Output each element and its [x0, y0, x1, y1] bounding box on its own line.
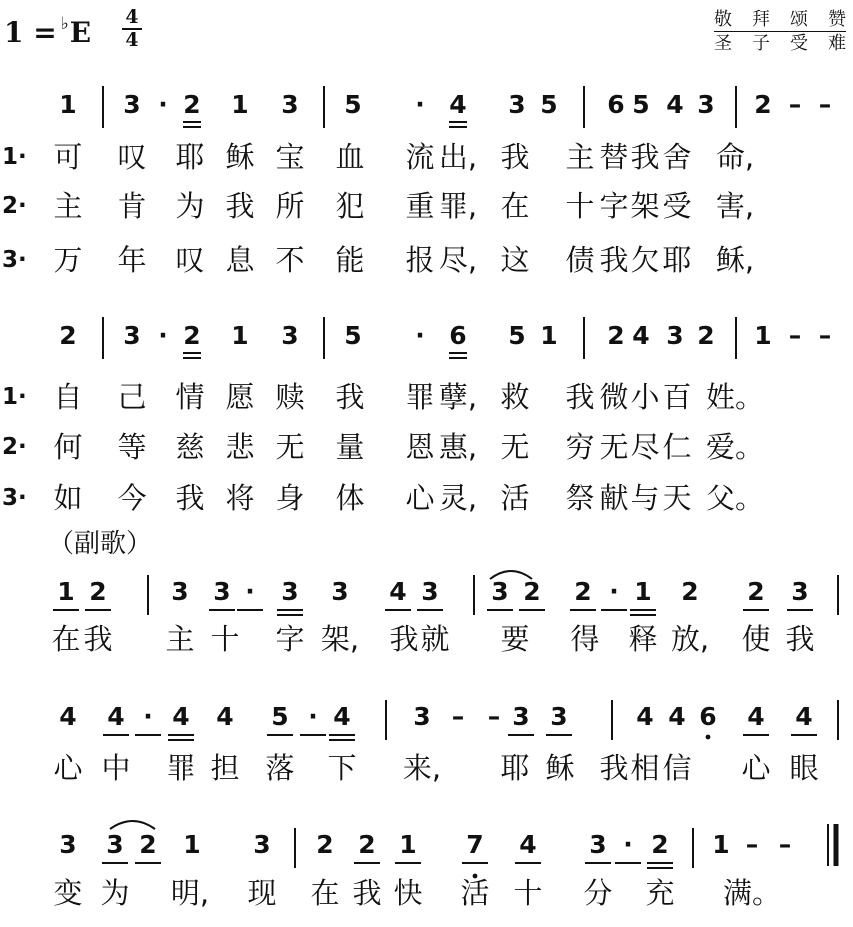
lyric-syllable: 爱。 [705, 430, 765, 464]
lyric-syllable: 孽, [438, 380, 478, 414]
lyric-syllable: 我 [389, 622, 419, 656]
jianpu-note: 4 [59, 702, 77, 731]
jianpu-note: 3 [59, 830, 77, 859]
lyric-syllable: 可 [53, 140, 83, 174]
jianpu-note: 1 [754, 321, 772, 350]
jianpu-note: – [778, 830, 792, 859]
lyric-syllable: 十 [565, 189, 595, 223]
jianpu-note: 4 [668, 702, 686, 731]
lyric-syllable: 字 [275, 622, 305, 656]
lyric-syllable: 分 [583, 876, 613, 910]
lyric-syllable: 欠 [630, 243, 660, 277]
lyric-syllable: 年 [117, 243, 147, 277]
jianpu-note: 5 [632, 90, 650, 119]
jianpu-note: 2 [681, 577, 699, 606]
lyric-syllable: 罪, [438, 189, 478, 223]
verse-number: 2· [2, 434, 27, 460]
jianpu-note: 2 [607, 321, 625, 350]
lyric-syllable: 为 [175, 189, 205, 223]
lyric-syllable: 主 [53, 189, 83, 223]
lyric-syllable: 担 [210, 751, 240, 785]
lyric-syllable: 架, [320, 622, 360, 656]
jianpu-note: · [158, 90, 168, 119]
jianpu-note: 7 [466, 830, 484, 859]
jianpu-note: · [623, 830, 633, 859]
lower-octave-dot [706, 735, 711, 740]
jianpu-note: 3 [253, 830, 271, 859]
lyric-syllable: 我 [785, 622, 815, 656]
jianpu-note: – [818, 90, 832, 119]
jianpu-note: · [143, 702, 153, 731]
jianpu-note: 5 [508, 321, 526, 350]
jianpu-note: 4 [795, 702, 813, 731]
jianpu-note: 1 [712, 830, 730, 859]
jianpu-note: 5 [271, 702, 289, 731]
lyric-syllable: 宝 [275, 140, 305, 174]
jianpu-note: 3 [491, 577, 509, 606]
jianpu-note: 2 [358, 830, 376, 859]
jianpu-note: · [415, 321, 425, 350]
lyric-syllable: 恩 [405, 430, 435, 464]
lyric-syllable: 在 [500, 189, 530, 223]
lyric-syllable: 十 [210, 622, 240, 656]
lyric-syllable: 耶 [662, 243, 692, 277]
lyric-syllable: 仁 [662, 430, 692, 464]
jianpu-note: 3 [123, 90, 141, 119]
lyric-syllable: 息 [225, 243, 255, 277]
lyric-syllable: 充 [645, 876, 675, 910]
lyric-syllable: 体 [335, 481, 365, 515]
lyric-syllable: 惠, [438, 430, 478, 464]
jianpu-note: 1 [540, 321, 558, 350]
jianpu-note: 4 [632, 321, 650, 350]
lyric-syllable: 变 [53, 876, 83, 910]
jianpu-note: – [745, 830, 759, 859]
lyric-syllable: 赎 [275, 380, 305, 414]
lyric-syllable: 我 [225, 189, 255, 223]
lyric-syllable: 出, [438, 140, 478, 174]
lyric-syllable: 愿 [225, 380, 255, 414]
jianpu-note: 1 [634, 577, 652, 606]
lyric-syllable: 债 [565, 243, 595, 277]
lyric-syllable: 微 [599, 380, 629, 414]
jianpu-note: 3 [697, 90, 715, 119]
jianpu-note: 3 [106, 830, 124, 859]
lyric-syllable: 舍 [662, 140, 692, 174]
lyric-syllable: 要 [500, 622, 530, 656]
lyric-syllable: 活 [460, 876, 490, 910]
jianpu-note: · [245, 577, 255, 606]
lyric-syllable: 耶 [500, 751, 530, 785]
verse-number: 3· [2, 485, 27, 511]
jianpu-note: – [487, 702, 501, 731]
lyric-syllable: 所 [275, 189, 305, 223]
lyric-syllable: 字 [599, 189, 629, 223]
jianpu-note: 4 [389, 577, 407, 606]
lyric-syllable: 释 [628, 622, 658, 656]
lyric-syllable: 我 [83, 622, 113, 656]
verse-number: 2· [2, 193, 27, 219]
jianpu-note: 1 [399, 830, 417, 859]
jianpu-note: 3 [508, 90, 526, 119]
jianpu-note: 3 [213, 577, 231, 606]
lyric-syllable: 我 [565, 380, 595, 414]
lyric-syllable: 量 [335, 430, 365, 464]
jianpu-note: – [818, 321, 832, 350]
time-signature: 4 4 [122, 8, 142, 50]
lyric-syllable: 情 [175, 380, 205, 414]
jianpu-note: 3 [281, 321, 299, 350]
lyric-syllable: 救 [500, 380, 530, 414]
lyric-syllable: 命, [715, 140, 755, 174]
jianpu-note: 3 [123, 321, 141, 350]
lyric-syllable: 在 [51, 622, 81, 656]
subcategory-label: 圣子受难 [714, 33, 846, 54]
lyric-syllable: 我 [335, 380, 365, 414]
lyric-syllable: 满。 [722, 876, 782, 910]
lyric-syllable: 我 [352, 876, 382, 910]
lyric-syllable: 无 [599, 430, 629, 464]
verse-number: 3· [2, 247, 27, 273]
lyric-syllable: 害, [715, 189, 755, 223]
lyric-syllable: 落 [265, 751, 295, 785]
verse-number: 1· [2, 144, 27, 170]
jianpu-note: 2 [183, 321, 201, 350]
lyric-syllable: 架 [630, 189, 660, 223]
lyric-syllable: 活 [500, 481, 530, 515]
lyric-syllable: 小 [630, 380, 660, 414]
jianpu-note: · [308, 702, 318, 731]
jianpu-note: 3 [589, 830, 607, 859]
jianpu-note: 4 [666, 90, 684, 119]
jianpu-note: 2 [747, 577, 765, 606]
lyric-syllable: 不 [275, 243, 305, 277]
jianpu-note: 1 [183, 830, 201, 859]
lyric-syllable: 稣 [225, 140, 255, 174]
slur [110, 821, 155, 829]
lyric-syllable: 在 [310, 876, 340, 910]
lyric-syllable: 血 [335, 140, 365, 174]
lyric-syllable: 下 [327, 751, 357, 785]
jianpu-note: · [415, 90, 425, 119]
lyric-syllable: 我 [599, 751, 629, 785]
lyric-syllable: 现 [247, 876, 277, 910]
lyric-syllable: 就 [420, 622, 450, 656]
lyric-syllable: 能 [335, 243, 365, 277]
lyric-syllable: 这 [500, 243, 530, 277]
lyric-syllable: 我 [175, 481, 205, 515]
lyric-syllable: 替 [599, 140, 629, 174]
lyric-syllable: 尽, [438, 243, 478, 277]
jianpu-note: 3 [550, 702, 568, 731]
lyric-syllable: 悲 [225, 430, 255, 464]
lyric-syllable: 何 [53, 430, 83, 464]
key-signature: 1 = ♭E [4, 14, 92, 49]
lyric-syllable: 心 [741, 751, 771, 785]
jianpu-note: 3 [171, 577, 189, 606]
jianpu-note: 1 [231, 321, 249, 350]
jianpu-note: – [451, 702, 465, 731]
lyric-syllable: 快 [393, 876, 423, 910]
lyric-syllable: 尽 [630, 430, 660, 464]
lyric-syllable: 主 [165, 622, 195, 656]
lyric-syllable: 我 [500, 140, 530, 174]
jianpu-note: 4 [107, 702, 125, 731]
jianpu-note: 2 [316, 830, 334, 859]
jianpu-note: 2 [89, 577, 107, 606]
lyric-syllable: 受 [662, 189, 692, 223]
lyric-syllable: 信 [662, 751, 692, 785]
jianpu-note: 3 [331, 577, 349, 606]
jianpu-note: 4 [636, 702, 654, 731]
lyric-syllable: 我 [630, 140, 660, 174]
jianpu-note: 2 [183, 90, 201, 119]
lyric-syllable: 无 [500, 430, 530, 464]
lyric-syllable: 重 [405, 189, 435, 223]
lyric-syllable: 主 [565, 140, 595, 174]
lyric-syllable: 稣, [715, 243, 755, 277]
lyric-syllable: 叹 [117, 140, 147, 174]
jianpu-note: 5 [540, 90, 558, 119]
jianpu-note: 1 [231, 90, 249, 119]
jianpu-note: 3 [281, 577, 299, 606]
jianpu-note: 4 [747, 702, 765, 731]
lyric-syllable: 中 [101, 751, 131, 785]
jianpu-note: 3 [281, 90, 299, 119]
verse-number: 1· [2, 384, 27, 410]
jianpu-note: 4 [449, 90, 467, 119]
lyric-syllable: 慈 [175, 430, 205, 464]
lyric-syllable: 稣 [545, 751, 575, 785]
lyric-syllable: 耶 [175, 140, 205, 174]
lyric-syllable: 罪 [166, 751, 196, 785]
lyric-syllable: 今 [117, 481, 147, 515]
lyric-syllable: 等 [117, 430, 147, 464]
lyric-syllable: 自 [53, 380, 83, 414]
jianpu-note: 2 [754, 90, 772, 119]
lyric-syllable: 我 [599, 243, 629, 277]
jianpu-note: 4 [519, 830, 537, 859]
jianpu-note: 4 [333, 702, 351, 731]
lyric-syllable: 眼 [789, 751, 819, 785]
lyric-syllable: 放, [670, 622, 710, 656]
lyric-syllable: 万 [53, 243, 83, 277]
lyric-syllable: 身 [275, 481, 305, 515]
jianpu-note: · [158, 321, 168, 350]
jianpu-note: – [788, 90, 802, 119]
jianpu-note: 2 [651, 830, 669, 859]
jianpu-note: 4 [172, 702, 190, 731]
lyric-syllable: 使 [741, 622, 771, 656]
lyric-syllable: 己 [117, 380, 147, 414]
jianpu-note: 6 [699, 702, 717, 731]
lyric-syllable: 明, [170, 876, 210, 910]
lyric-syllable: 献 [599, 481, 629, 515]
lyric-syllable: 来, [402, 751, 442, 785]
lyric-syllable: 相 [630, 751, 660, 785]
lyric-syllable: 流 [405, 140, 435, 174]
flat-sign: ♭ [60, 14, 69, 34]
lyric-syllable: 与 [630, 481, 660, 515]
lyric-syllable: 心 [405, 481, 435, 515]
jianpu-note: 3 [666, 321, 684, 350]
jianpu-note: 3 [413, 702, 431, 731]
lyric-syllable: 无 [275, 430, 305, 464]
jianpu-note: 4 [216, 702, 234, 731]
lyric-syllable: 罪 [405, 380, 435, 414]
jianpu-note: 3 [421, 577, 439, 606]
jianpu-note: – [788, 321, 802, 350]
jianpu-note: 2 [574, 577, 592, 606]
lyric-syllable: 报 [405, 243, 435, 277]
lyric-syllable: 肯 [117, 189, 147, 223]
jianpu-note: 6 [607, 90, 625, 119]
lyric-syllable: 心 [53, 751, 83, 785]
lyric-syllable: 姓。 [705, 380, 765, 414]
lyric-syllable: 百 [662, 380, 692, 414]
jianpu-note: 3 [791, 577, 809, 606]
lyric-syllable: 穷 [565, 430, 595, 464]
lyric-syllable: 父。 [705, 481, 765, 515]
jianpu-note: 3 [512, 702, 530, 731]
lyric-syllable: 为 [100, 876, 130, 910]
jianpu-note: 2 [523, 577, 541, 606]
jianpu-note: 2 [697, 321, 715, 350]
lyric-syllable: 得 [570, 622, 600, 656]
jianpu-note: 2 [59, 321, 77, 350]
lyric-syllable: 将 [225, 481, 255, 515]
jianpu-note: · [609, 577, 619, 606]
jianpu-note: 2 [139, 830, 157, 859]
lyric-syllable: 十 [513, 876, 543, 910]
lyric-syllable: 天 [662, 481, 692, 515]
lyric-syllable: 灵, [438, 481, 478, 515]
category-label: 敬拜颂赞 [714, 9, 846, 30]
jianpu-note: 1 [57, 577, 75, 606]
lyric-syllable: 如 [53, 481, 83, 515]
lyric-syllable: 犯 [335, 189, 365, 223]
chorus-label: （副歌） [48, 529, 153, 559]
lyric-syllable: 叹 [175, 243, 205, 277]
lyric-syllable: 祭 [565, 481, 595, 515]
jianpu-note: 5 [344, 321, 362, 350]
jianpu-note: 6 [449, 321, 467, 350]
jianpu-note: 5 [344, 90, 362, 119]
jianpu-note: 1 [59, 90, 77, 119]
